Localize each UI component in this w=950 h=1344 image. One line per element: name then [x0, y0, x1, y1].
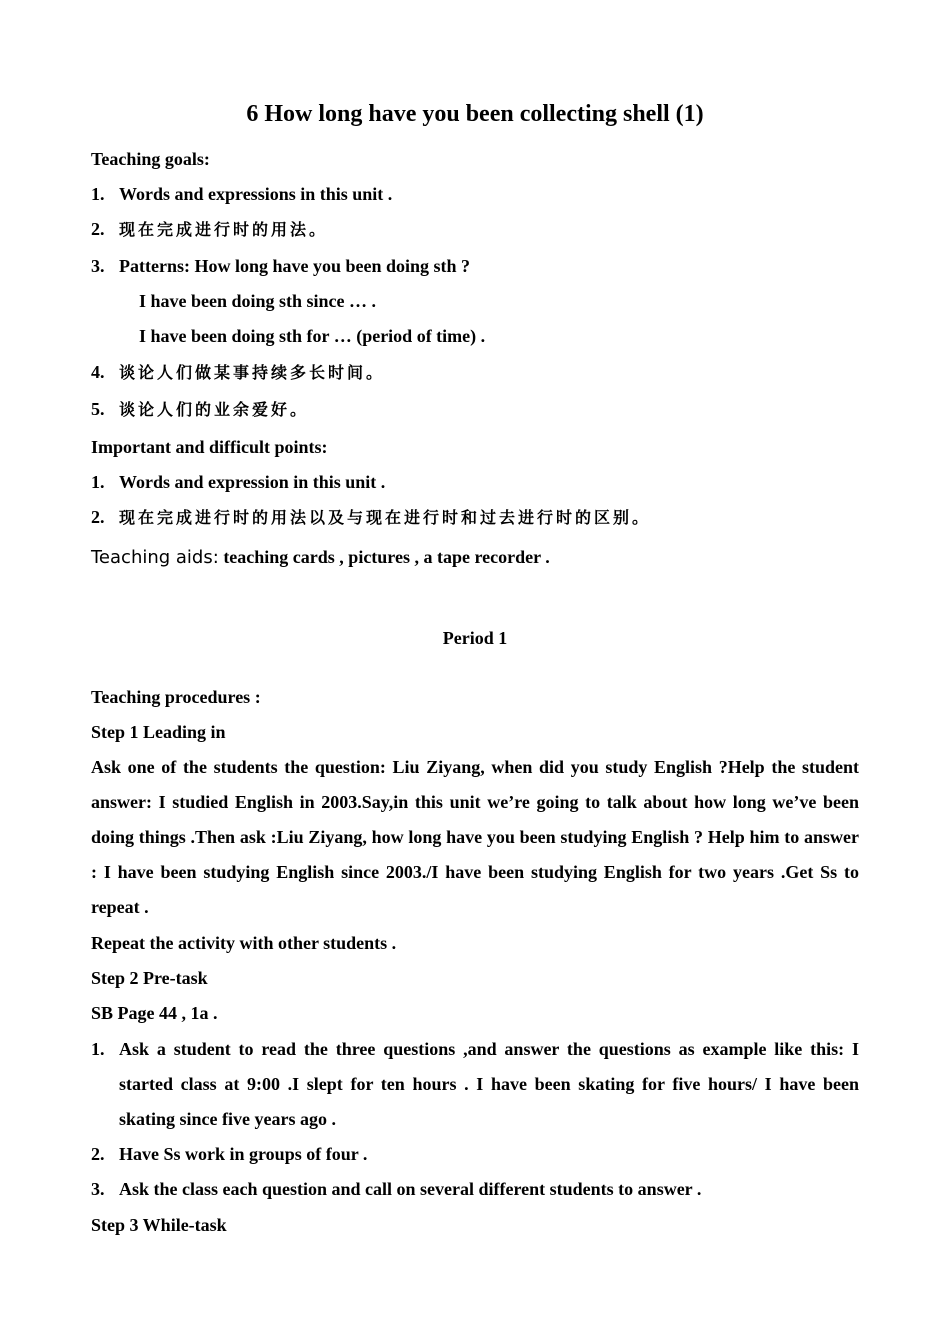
- procedures-heading: Teaching procedures :: [91, 687, 261, 707]
- goal-number: 3.: [91, 256, 105, 276]
- goal-number: 2.: [91, 219, 105, 239]
- sb-page-reference: SB Page 44 , 1a .: [91, 1003, 218, 1023]
- goal-text: Words and expressions in this unit .: [119, 184, 393, 204]
- teaching-aids-label: Teaching aids:: [91, 547, 219, 568]
- goal-text: 谈论人们做某事持续多长时间。: [119, 363, 386, 382]
- goal-number: 4.: [91, 362, 105, 382]
- period-heading: Period 1: [442, 628, 508, 648]
- goal-item-3: [91, 249, 859, 284]
- goal-item-5: [91, 392, 859, 427]
- step-2-number: 2.: [91, 1144, 105, 1164]
- point-item-1: [91, 465, 859, 500]
- goal-item-2: [91, 212, 859, 247]
- goal-text: 现在完成进行时的用法。: [119, 220, 329, 239]
- goal-text: Patterns: How long have you been doing sth ?: [119, 256, 471, 276]
- step-3-heading: Step 3 While-task: [91, 1215, 227, 1235]
- page-title: 6 How long have you been collecting shell (1): [246, 101, 704, 127]
- teaching-goals-heading: Teaching goals:: [91, 149, 210, 169]
- teaching-aids-text: teaching cards , pictures , a tape recorder .: [218, 547, 550, 567]
- teaching-aids-line: [91, 540, 859, 575]
- pattern-line-since: I have been doing sth since … .: [139, 291, 377, 311]
- step-2-text: Have Ss work in groups of four .: [119, 1144, 368, 1164]
- point-number: 2.: [91, 507, 105, 527]
- point-item-2: [91, 500, 859, 535]
- step-2-text: Ask the class each question and call on several different students to answer .: [119, 1179, 702, 1199]
- step-2-item-3: [91, 1172, 859, 1207]
- step-2-heading: Step 2 Pre-task: [91, 968, 208, 988]
- point-text: Words and expression in this unit .: [119, 472, 386, 492]
- goal-number: 1.: [91, 184, 105, 204]
- step-1-repeat: Repeat the activity with other students .: [91, 933, 397, 953]
- goal-item-4: [91, 355, 859, 390]
- step-1-paragraph: Ask one of the students the question: Liu Ziyang, when did you study English ?Help the student answer: I studied English in 2003.Say,in this unit we’re going to talk about how long we’ve been doing things .Then ask :Liu Ziyang, how long have you been studying English ? Help him to answer : I have been studying English since 2003./I have been studying English for two years .Get Ss to repeat .: [91, 757, 859, 917]
- step-1-heading: Step 1 Leading in: [91, 722, 226, 742]
- step-2-number: 3.: [91, 1179, 105, 1199]
- goal-number: 5.: [91, 399, 105, 419]
- step-2-item-1-text: Ask a student to read the three questions ,and answer the questions as example like this: I started class at 9:00 .I slept for ten hours . I have been skating for five hours/ I have been skating since five years ago .: [119, 1039, 859, 1129]
- important-points-heading: Important and difficult points:: [91, 437, 328, 457]
- point-text: 现在完成进行时的用法以及与现在进行时和过去进行时的区别。: [119, 508, 652, 527]
- step-2-item-2: [91, 1137, 859, 1172]
- step-2-number: 1.: [91, 1039, 105, 1059]
- goal-item-1: [91, 177, 859, 212]
- goal-text: 谈论人们的业余爱好。: [119, 400, 310, 419]
- pattern-line-for: I have been doing sth for … (period of time) .: [139, 326, 486, 346]
- point-number: 1.: [91, 472, 105, 492]
